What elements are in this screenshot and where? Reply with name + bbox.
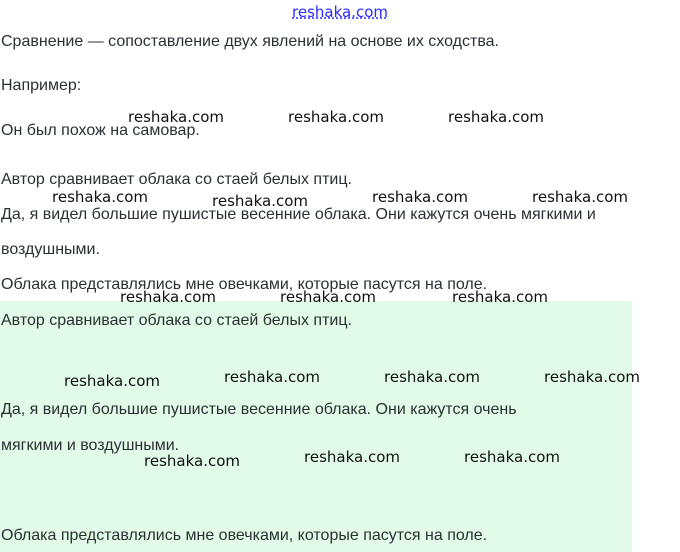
task-sentence-2-line-1: Да, я видел большие пушистые весенние облака. Они кажутся очень мягкими и	[1, 206, 596, 223]
watermark: reshaka.com	[304, 448, 400, 466]
watermark: reshaka.com	[448, 108, 544, 126]
answer-sentence-3: Облака представлялись мне овечками, которые пасутся на поле.	[1, 527, 488, 544]
watermark: reshaka.com	[64, 372, 160, 390]
watermark: reshaka.com	[224, 368, 320, 386]
definition-text: Сравнение — сопоставление двух явлений на основе их сходства.	[1, 33, 499, 50]
task-sentence-1: Автор сравнивает облака со стаей белых птиц.	[1, 171, 352, 188]
answer-sentence-2-line-2: мягкими и воздушными.	[1, 437, 180, 454]
answer-sentence-1: Автор сравнивает облака со стаей белых птиц.	[1, 312, 352, 329]
watermark: reshaka.com	[52, 188, 148, 206]
watermark: reshaka.com	[280, 288, 376, 306]
watermark: reshaka.com	[544, 368, 640, 386]
watermark: reshaka.com	[452, 288, 548, 306]
watermark: reshaka.com	[384, 368, 480, 386]
watermark: reshaka.com	[120, 288, 216, 306]
answer-panel	[0, 301, 632, 552]
task-sentence-2-line-2: воздушными.	[1, 241, 100, 258]
header-watermark-link[interactable]: reshaka.com	[292, 3, 388, 21]
task-sentence-3: Облака представлялись мне овечками, которые пасутся на поле.	[1, 276, 488, 293]
example-label: Например:	[1, 77, 82, 94]
watermark: reshaka.com	[532, 188, 628, 206]
watermark: reshaka.com	[288, 108, 384, 126]
watermark: reshaka.com	[464, 448, 560, 466]
watermark: reshaka.com	[144, 452, 240, 470]
watermark: reshaka.com	[212, 192, 308, 210]
watermark: reshaka.com	[372, 188, 468, 206]
watermark: reshaka.com	[128, 108, 224, 126]
example-sentence: Он был похож на самовар.	[1, 122, 200, 139]
answer-sentence-2-line-1: Да, я видел большие пушистые весенние облака. Они кажутся очень	[1, 401, 517, 418]
